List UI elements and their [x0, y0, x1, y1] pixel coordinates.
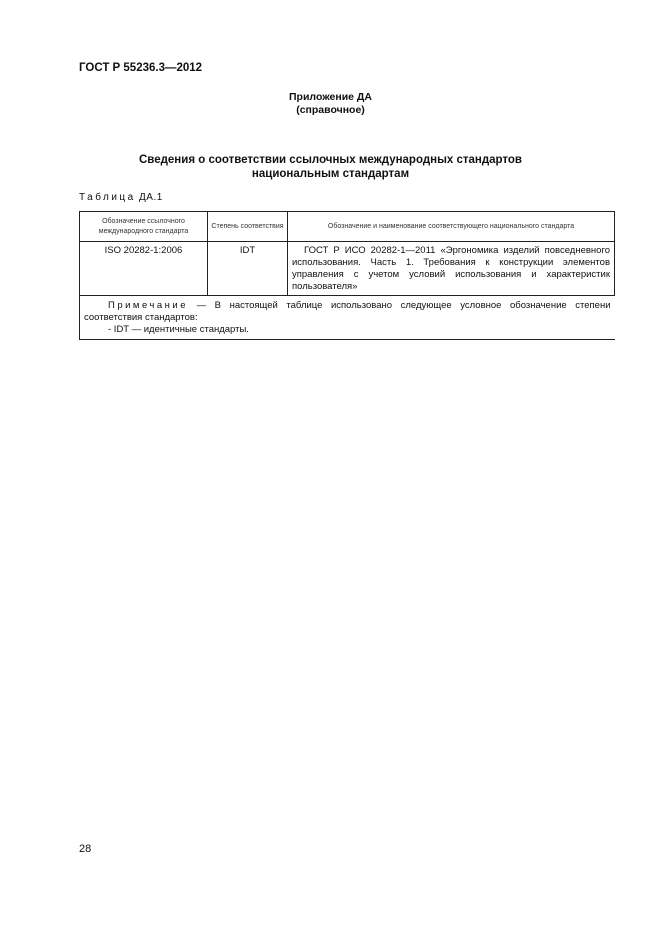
table-caption-prefix: Таблица: [79, 192, 136, 203]
section-title-line2: национальным стандартам: [251, 167, 410, 180]
page-number: 28: [79, 843, 92, 855]
table-caption-id: ДА.1: [139, 192, 163, 203]
note-text: — В настоящей таблице использовано следующее условное обозначение степени соответствия стандартов:: [84, 300, 611, 323]
section-title-line1: Сведения о соответствии ссылочных международных стандартов: [138, 154, 522, 166]
table-note-row: [80, 296, 615, 340]
correspondence-table: [79, 211, 615, 340]
table-caption: [79, 192, 163, 203]
cell-degree: IDT: [208, 242, 288, 296]
annex-type: (справочное): [296, 104, 365, 116]
section-title: [0, 154, 661, 181]
header-national-standard: Обозначение и наименование соответствующего национального стандарта: [288, 212, 615, 242]
header-degree: Степень соответствия: [208, 212, 288, 242]
note-label: Примечание: [108, 300, 188, 311]
table-row: [80, 242, 615, 296]
cell-international-standard: ISO 20282-1:2006: [80, 242, 208, 296]
table-header-row: [80, 212, 615, 242]
annex-heading: [0, 91, 661, 117]
header-international-standard: Обозначение ссылочного международного стандарта: [80, 212, 208, 242]
table-note: [80, 296, 615, 340]
annex-title: Приложение ДА: [289, 91, 372, 103]
note-item: - IDT — идентичные стандарты.: [108, 324, 249, 335]
document-code: ГОСТ Р 55236.3—2012: [79, 62, 203, 74]
cell-national-standard: ГОСТ Р ИСО 20282-1—2011 «Эргономика изделий повседневного использования. Часть 1. Требования к конструкции элементов управления с учетом условий использования и характеристик пользователя»: [288, 242, 615, 296]
